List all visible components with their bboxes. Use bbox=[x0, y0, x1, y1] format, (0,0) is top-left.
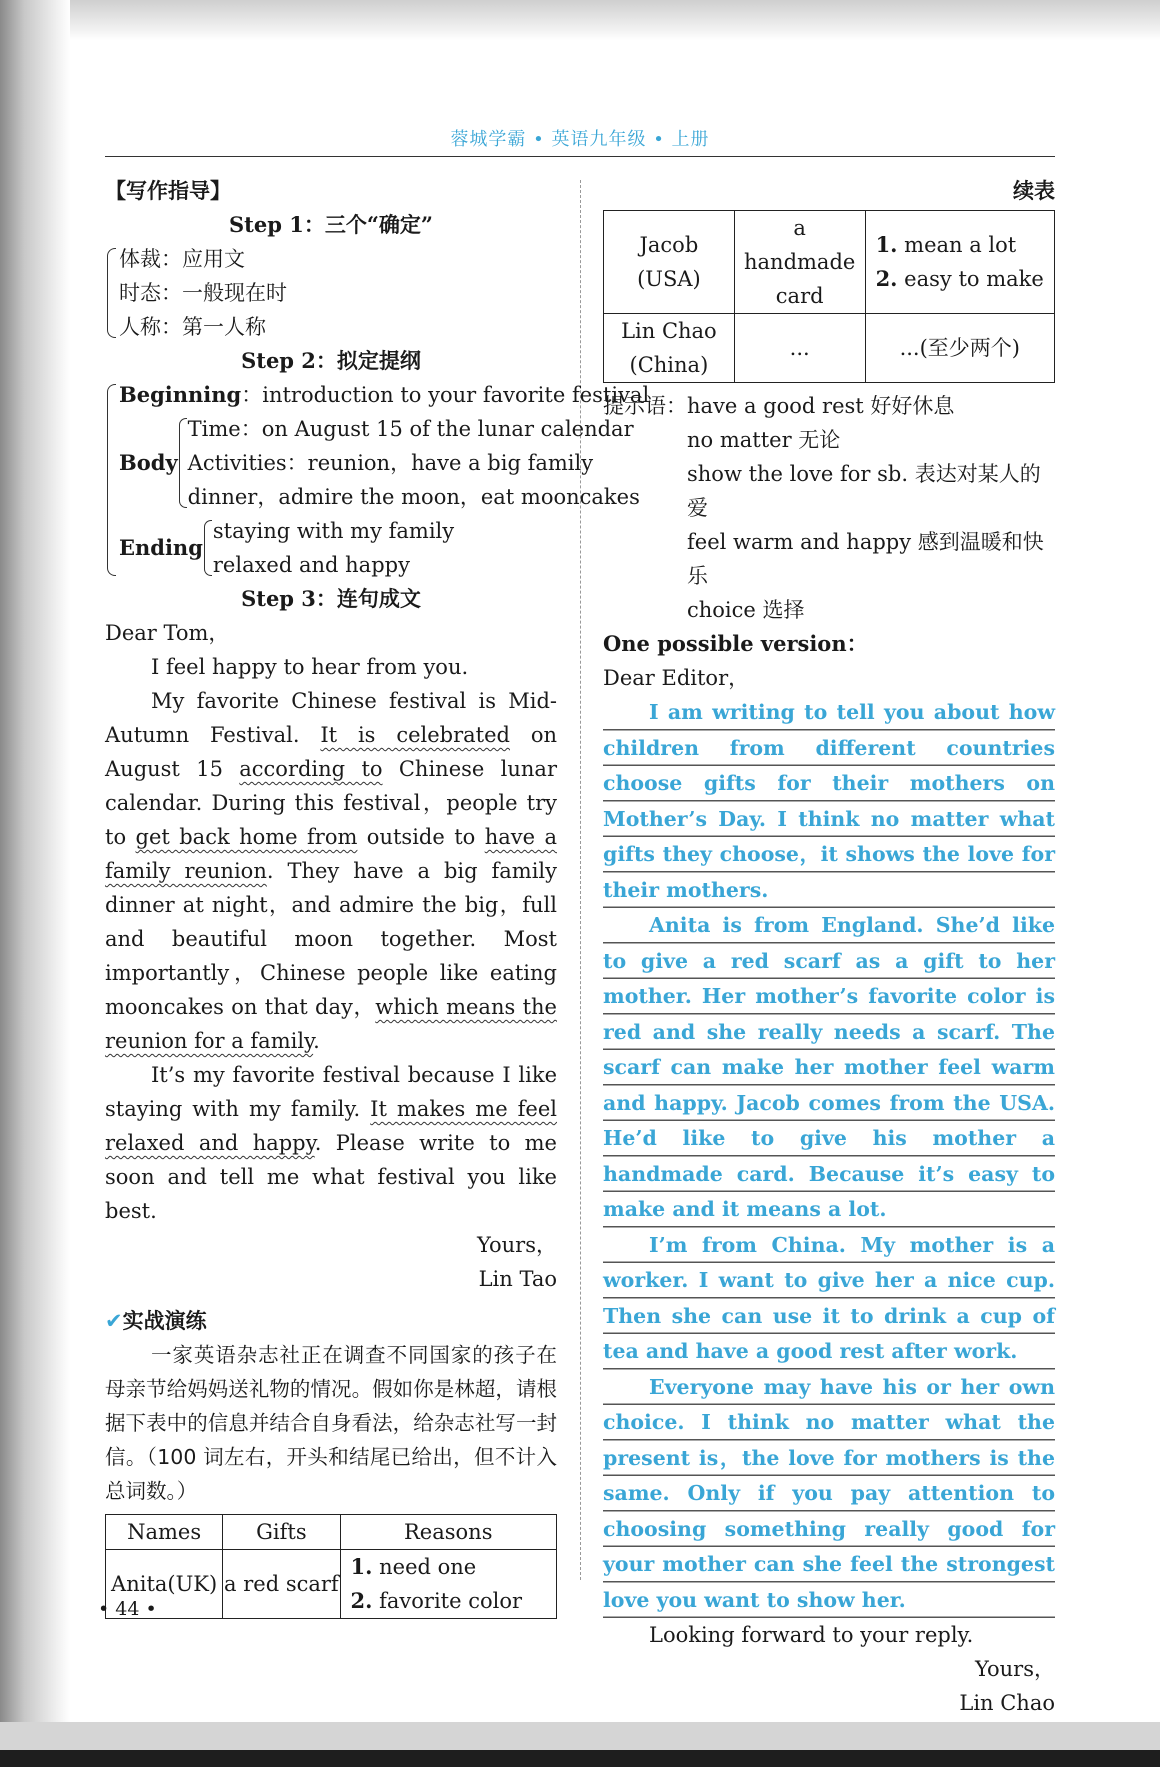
text-run: outside to bbox=[357, 825, 485, 849]
body-item: Time：on August 15 of the lunar calendar bbox=[187, 417, 634, 441]
table-row bbox=[604, 314, 1055, 383]
text-run: Chinese lunar calendar. During this festival，people try to bbox=[105, 757, 557, 849]
ending-item: relaxed and happy bbox=[212, 553, 410, 577]
outline-beginning bbox=[119, 378, 650, 412]
answer-label: One possible version： bbox=[603, 631, 868, 656]
hint-item: no matter 无论 bbox=[687, 428, 841, 452]
text-run: . Please write to me soon and tell me what festival you like best. bbox=[105, 1131, 557, 1223]
letter-paragraph-2 bbox=[105, 684, 557, 1058]
table-header: Names bbox=[106, 1515, 223, 1550]
reason-number: 1. bbox=[875, 232, 898, 257]
letter-signature: Lin Tao bbox=[478, 1267, 557, 1291]
practice-heading-text: 实战演练 bbox=[122, 1309, 207, 1333]
key-phrase: according to bbox=[239, 757, 383, 781]
answer-signature: Lin Chao bbox=[959, 1691, 1055, 1715]
name-line: (USA) bbox=[637, 267, 701, 291]
text-run: It’s my favorite festival because I like staying with my family. bbox=[105, 1063, 557, 1121]
ending-label: Ending bbox=[119, 535, 203, 560]
outline-body bbox=[119, 412, 640, 514]
table-cell-reasons bbox=[865, 211, 1054, 314]
letter-closing: Yours， bbox=[476, 1233, 557, 1257]
writing-guide-heading: 【写作指导】 bbox=[105, 179, 231, 203]
beginning-text: ：introduction to your favorite festival bbox=[241, 383, 650, 407]
answer-body bbox=[603, 695, 1055, 1618]
body-item: Activities：reunion，have a big family bbox=[187, 451, 594, 475]
table-cell-name: Anita(UK) bbox=[106, 1550, 223, 1619]
table-cell-gift bbox=[734, 211, 865, 314]
answer-greeting: Dear Editor， bbox=[603, 666, 750, 690]
key-phrase: It is celebrated bbox=[320, 723, 510, 747]
page-shadow-top bbox=[0, 0, 1160, 40]
hint-item: feel warm and happy 感到温暖和快乐 bbox=[687, 530, 1044, 588]
key-phrase: which means the reunion for a family bbox=[105, 995, 557, 1053]
step3-title: Step 3：连句成文 bbox=[241, 586, 421, 611]
text-run: My favorite Chinese festival is Mid-Autumn Festival. bbox=[105, 689, 557, 747]
answer-paragraph: Everyone may have his or her own choice. I think no matter what the present is，the love for mothers is the same. Only if you pay attention to choosing something really good for your mother can she feel the strongest love you want to show her. bbox=[603, 1374, 1055, 1612]
answer-closing-line: Looking forward to your reply. bbox=[649, 1623, 974, 1647]
text-run: . bbox=[313, 1029, 320, 1053]
hint-item: show the love for sb. 表达对某人的爱 bbox=[687, 462, 1041, 520]
letter-paragraph-3 bbox=[105, 1058, 557, 1228]
outline-ending bbox=[119, 514, 557, 582]
right-column bbox=[603, 174, 1055, 1720]
answer-paragraph: I’m from China. My mother is a worker. I want to give her a nice cup. Then she can use it to drink a cup of tea and have a good rest after work. bbox=[603, 1232, 1055, 1363]
check-icon: ✔ bbox=[105, 1309, 123, 1333]
body-label: Body bbox=[119, 450, 178, 475]
page-shadow-left bbox=[0, 0, 70, 1767]
ending-item: staying with my family bbox=[212, 519, 455, 543]
step1-item: 体裁：应用文 bbox=[119, 247, 245, 271]
beginning-label: Beginning bbox=[119, 382, 242, 407]
hint-item: choice 选择 bbox=[687, 598, 805, 622]
step1-item: 时态：一般现在时 bbox=[119, 281, 287, 305]
key-phrase: have a family reunion bbox=[105, 825, 557, 883]
table-row bbox=[604, 211, 1055, 314]
table-cell-reasons bbox=[340, 1550, 557, 1619]
page-header: 蓉城学霸 • 英语九年级 • 上册 bbox=[450, 129, 710, 150]
step2-title: Step 2：拟定提纲 bbox=[241, 348, 421, 373]
reason-number: 1. bbox=[350, 1554, 373, 1579]
name-line: Jacob bbox=[639, 233, 699, 257]
table-header: Reasons bbox=[340, 1515, 557, 1550]
answer-closing: Yours， bbox=[974, 1657, 1055, 1681]
hints bbox=[603, 389, 1055, 627]
page-bottom-bar bbox=[0, 1750, 1160, 1767]
page-bottom-edge bbox=[0, 1722, 1160, 1750]
gift-table-continued bbox=[603, 210, 1055, 383]
practice-prompt: 一家英语杂志社正在调查不同国家的孩子在母亲节给妈妈送礼物的情况。假如你是林超，请根据下表中的信息并结合自身看法，给杂志社写一封信。（100 词左右，开头和结尾已给出，但不计入总词数。） bbox=[105, 1343, 557, 1503]
reason-text: mean a lot bbox=[897, 233, 1017, 257]
gift-table bbox=[105, 1514, 557, 1619]
reason-text: easy to make bbox=[897, 267, 1044, 291]
continued-label: 续表 bbox=[1013, 179, 1055, 203]
step1-item: 人称：第一人称 bbox=[119, 315, 266, 339]
name-line: (China) bbox=[629, 353, 709, 377]
hint-item: have a good rest 好好休息 bbox=[687, 394, 955, 418]
text-run: . They have a big family dinner at night，and admire the big，full and beautiful moon together. Most importantly，Chinese people like eating mooncakes on that day， bbox=[105, 859, 557, 1019]
reason-text: need one bbox=[372, 1555, 477, 1579]
hint-list bbox=[687, 389, 1055, 627]
header-rule bbox=[105, 156, 1055, 157]
ending-items bbox=[203, 514, 454, 582]
step1-list bbox=[105, 242, 557, 344]
step1-title: Step 1：三个“确定” bbox=[229, 212, 433, 237]
table-cell-name bbox=[604, 314, 735, 383]
gift-line: card bbox=[775, 284, 824, 308]
body-items bbox=[178, 412, 640, 514]
table-cell-gift: a red scarf bbox=[223, 1550, 340, 1619]
key-phrase: It makes me feel relaxed and happy bbox=[105, 1097, 557, 1155]
table-row bbox=[106, 1550, 557, 1619]
name-line: Lin Chao bbox=[621, 319, 717, 343]
table-cell-name bbox=[604, 211, 735, 314]
reason-number: 2. bbox=[350, 1588, 373, 1613]
reason-number: 2. bbox=[875, 266, 898, 291]
hints-label: 提示语： bbox=[603, 394, 687, 418]
answer-paragraph: I am writing to tell you about how children from different countries choose gifts for their mothers on Mother’s Day. I think no matter what gifts they choose，it shows the love for their mothers. bbox=[603, 700, 1055, 902]
letter-greeting: Dear Tom， bbox=[105, 621, 230, 645]
reason-text: favorite color bbox=[372, 1589, 523, 1613]
gift-line: a bbox=[793, 216, 806, 240]
body-item: dinner，admire the moon，eat mooncakes bbox=[187, 485, 640, 509]
table-header: Gifts bbox=[223, 1515, 340, 1550]
table-header-row bbox=[106, 1515, 557, 1550]
gift-line: handmade bbox=[744, 250, 856, 274]
table-cell-gift: ... bbox=[734, 314, 865, 383]
text-run: on August 15 bbox=[105, 723, 557, 781]
practice-heading bbox=[105, 1304, 557, 1338]
key-phrase: get back home from bbox=[135, 825, 358, 849]
answer-paragraph: Anita is from England. She’d like to give a red scarf as a gift to her mother. Her mother’s favorite color is red and she really needs a scarf. The scarf can make her mother feel warm and happy. Jacob comes from the USA. He’d like to give his mother a handmade card. Because it’s easy to make and it means a lot. bbox=[603, 913, 1055, 1221]
letter-paragraph-1: I feel happy to hear from you. bbox=[151, 655, 469, 679]
table-cell-reasons: ...(至少两个) bbox=[865, 314, 1054, 383]
page-number: • 44 • bbox=[98, 1598, 157, 1620]
